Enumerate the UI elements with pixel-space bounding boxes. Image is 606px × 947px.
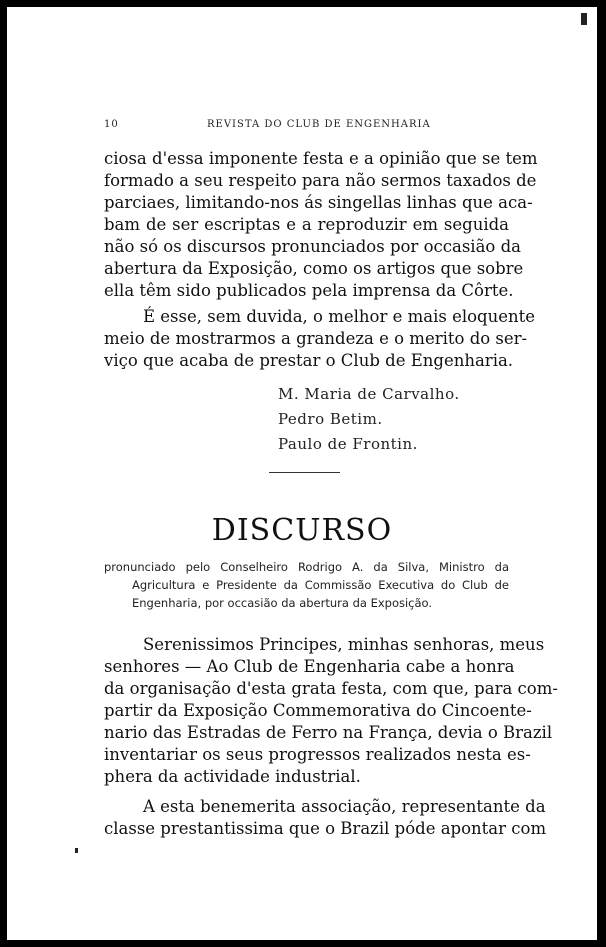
text-line: viço que acaba de prestar o Club de Engenharia. <box>104 351 514 370</box>
paragraph-3 <box>104 634 558 788</box>
text-line: bam de ser escriptas e a reproduzir em seguida <box>104 215 509 234</box>
paragraph-4 <box>104 796 547 840</box>
signature-3: Paulo de Frontin. <box>278 435 418 453</box>
text-line: ella têm sido publicados pela imprensa da Côrte. <box>104 281 514 300</box>
text-line: É esse, sem duvida, o melhor e mais eloquente <box>143 307 536 326</box>
paragraph-1 <box>104 148 538 302</box>
subheading-line: pronunciado pelo Conselheiro Rodrigo A. da Silva, Ministro da <box>104 560 509 574</box>
page-number: 10 <box>104 119 119 130</box>
signature-1: M. Maria de Carvalho. <box>278 385 460 403</box>
section-divider <box>269 472 340 473</box>
text-line: partir da Exposição Commemorativa do Cincoente- <box>104 701 532 720</box>
signature-2: Pedro Betim. <box>278 410 383 428</box>
text-line: inventariar os seus progressos realizados nesta es- <box>104 745 531 764</box>
text-line: senhores — Ao Club de Engenharia cabe a honra <box>104 657 515 676</box>
text-line: nario das Estradas de Ferro na França, devia o Brazil <box>104 723 553 742</box>
text-line: não só os discursos pronunciados por occasião da <box>104 237 521 256</box>
text-line: ciosa d'essa imponente festa e a opinião que se tem <box>104 149 538 168</box>
text-line: Serenissimos Principes, minhas senhoras, meus <box>143 635 545 654</box>
text-line: formado a seu respeito para não sermos taxados de <box>104 171 537 190</box>
subheading <box>104 558 509 612</box>
top-right-speck <box>581 13 587 25</box>
page <box>7 7 597 940</box>
left-margin-speck <box>75 848 78 853</box>
subheading-line: Agricultura e Presidente da Commissão Executiva do Club de <box>132 578 509 592</box>
text-line: meio de mostrarmos a grandeza e o merito do ser- <box>104 329 528 348</box>
paragraph-2 <box>104 306 536 372</box>
text-line: phera da actividade industrial. <box>104 767 361 786</box>
text-line: A esta benemerita associação, representante da <box>143 797 546 816</box>
text-line: parciaes, limitando-nos ás singellas linhas que aca- <box>104 193 533 212</box>
running-title: REVISTA DO CLUB DE ENGENHARIA <box>207 119 431 130</box>
subheading-line: Engenharia, por occasião da abertura da Exposição. <box>132 596 433 610</box>
text-line: abertura da Exposição, como os artigos que sobre <box>104 259 524 278</box>
text-line: classe prestantissima que o Brazil póde apontar com <box>104 819 547 838</box>
text-line: da organisação d'esta grata festa, com que, para com- <box>104 679 558 698</box>
section-heading: DISCURSO <box>211 513 393 548</box>
